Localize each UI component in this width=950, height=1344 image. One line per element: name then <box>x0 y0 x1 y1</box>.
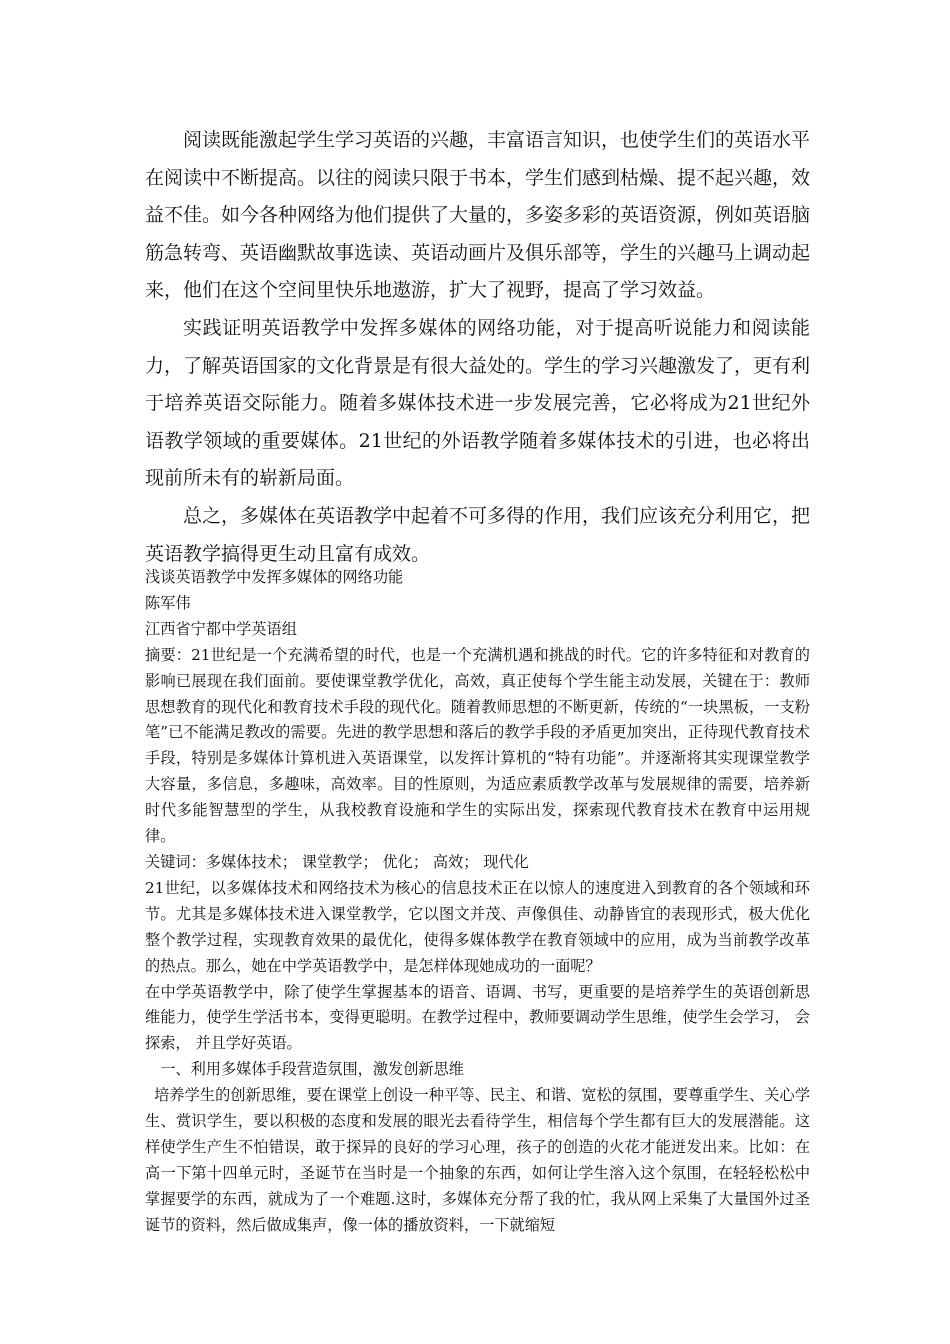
intro-paragraph: 阅读既能激起学生学习英语的兴趣，丰富语言知识，也使学生们的英语水平在阅读中不断提高。以往的阅读只限于书本，学生们感到枯燥、提不起兴趣，效益不佳。如今各种网络为他们提供了大量的，多姿多彩的英语资源，例如英语脑筋急转弯、英语幽默故事选读、英语动画片及俱乐部等，学生的兴趣马上调动起来，他们在这个空间里快乐地遨游，扩大了视野，提高了学习效益。 <box>145 129 811 302</box>
body-paragraph: 在中学英语教学中，除了使学生掌握基本的语音、语调、书写，更重要的是培养学生的英语创新思维能力，使学生学活书本，变得更聪明。在教学过程中，教师要调动学生思维，使学生会学习， 会探索， 并且学好英语。 <box>145 982 810 1053</box>
intro-paragraph: 实践证明英语教学中发挥多媒体的网络功能，对于提高听说能力和阅读能力，了解英语国家的文化背景是有很大益处的。学生的学习兴趣激发了，更有利于培养英语交际能力。随着多媒体技术进一步发展完善，它必将成为21世纪外语教学领域的重要媒体。21世纪的外语教学随着多媒体技术的引进，也必将出现前所未有的崭新局面。 <box>145 316 811 490</box>
intro-paragraph: 总之，多媒体在英语教学中起着不可多得的作用，我们应该充分利用它，把英语教学搞得更生动且富有成效。 <box>145 504 811 565</box>
article-keywords: 关键词：多媒体技术； 课堂教学； 优化； 高效； 现代化 <box>145 852 529 871</box>
article-section <box>145 565 810 1239</box>
article-title: 浅谈英语教学中发挥多媒体的网络功能 <box>145 568 404 586</box>
section-paragraph: 培养学生的创新思维，要在课堂上创设一种平等、民主、和谐、宽松的氛围，要尊重学生、关心学生、赏识学生，要以积极的态度和发展的眼光去看待学生，相信每个学生都有巨大的发展潜能。这样使学生产生不怕错误，敢于探异的良好的学习心理，孩子的创造的火花才能迸发出来。比如：在高一下第十四单元时，圣诞节在当时是一个抽象的东西，如何让学生溶入这个氛围，在轻轻松松中掌握要学的东西，就成为了一个难题.这时，多媒体充分帮了我的忙，我从网上采集了大量国外过圣诞节的资料，然后做成集声，像一体的播放资料，一下就缩短 <box>145 1086 810 1234</box>
article-author: 陈军伟 <box>145 593 191 612</box>
intro-section <box>145 122 810 573</box>
article-affiliation: 江西省宁都中学英语组 <box>145 619 297 638</box>
article-abstract: 摘要：21世纪是一个充满希望的时代，也是一个充满机遇和挑战的时代。它的许多特征和对教育的影响已展现在我们面前。要使课堂教学优化，高效，真正使每个学生能主动发展，关键在于：教师思想教育的现代化和教育技术手段的现代化。随着教师思想的不断更新，传统的“一块黑板，一支粉笔”已不能满足教改的需要。先进的教学思想和落后的教学手段的矛盾更加突出，正待现代教育技术手段，特别是多媒体计算机进入英语课堂，以发挥计算机的“特有功能”。并逐渐将其实现课堂教学大容量，多信息，多趣味，高效率。目的性原则，为适应素质教学改革与发展规律的需要，培养新时代多能智慧型的学生，从我校教育设施和学生的实际出发，探索现代教育技术在教育中运用规律。 <box>145 645 810 846</box>
body-paragraph: 21世纪，以多媒体技术和网络技术为核心的信息技术正在以惊人的速度进入到教育的各个领域和环节。尤其是多媒体技术进入课堂教学，它以图文并茂、声像俱佳、动静皆宜的表现形式，极大优化整个教学过程，实现教育效果的最优化，使得多媒体教学在教育领域中的应用，成为当前教学改革的热点。那么，她在中学英语教学中，是怎样体现她成功的一面呢？ <box>145 878 810 975</box>
section-heading: 一、利用多媒体手段营造氛围，激发创新思维 <box>160 1060 464 1079</box>
